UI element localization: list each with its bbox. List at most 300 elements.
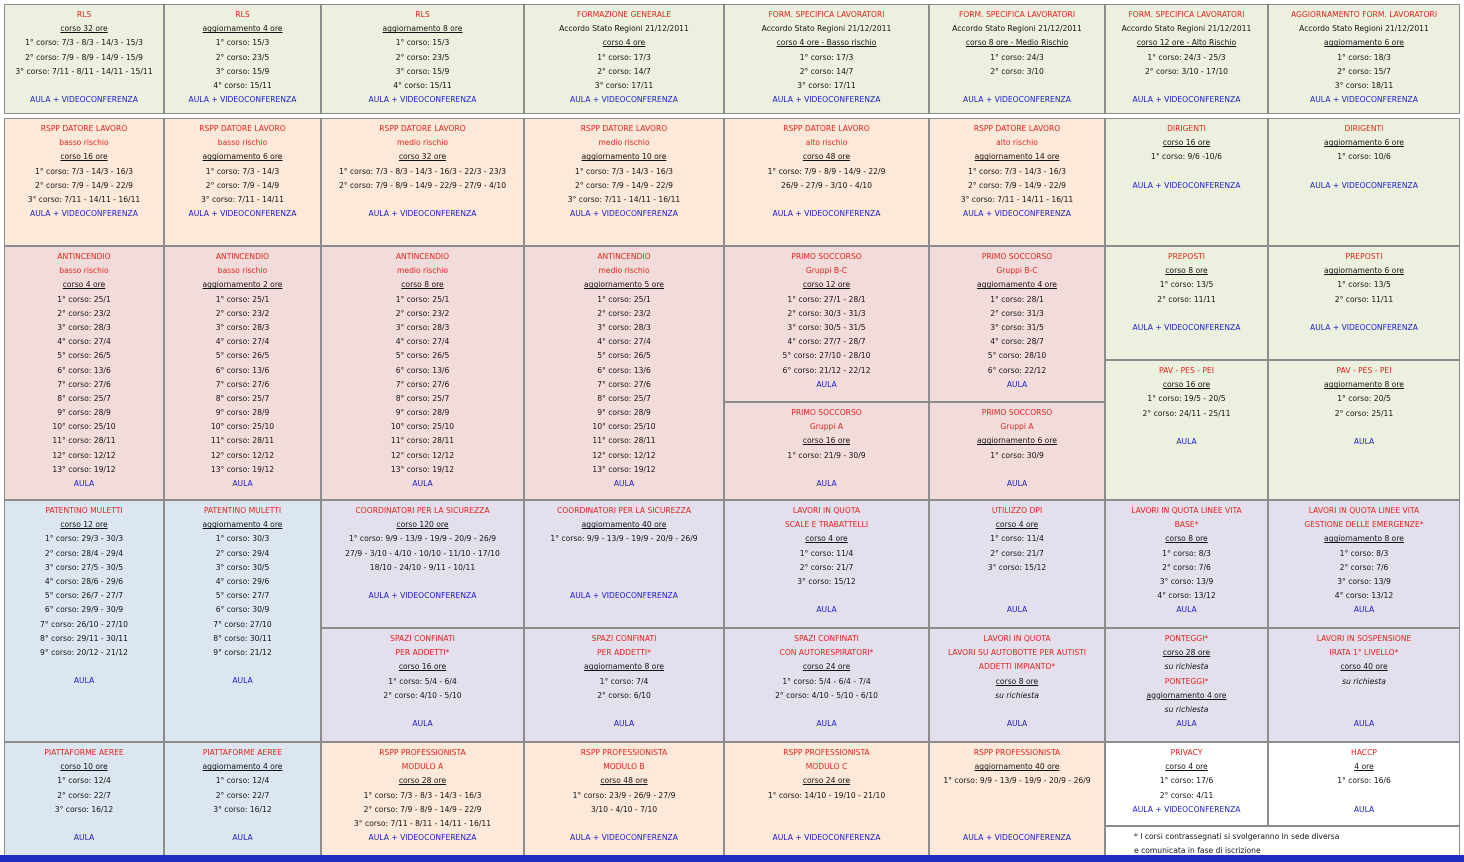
course-line: corso 8 ore bbox=[1165, 266, 1208, 276]
course-mode: AULA bbox=[73, 676, 95, 686]
course-mode: AULA + VIDEOCONFERENZA bbox=[1310, 95, 1418, 105]
course-line: 6° corso: 21/12 - 22/12 bbox=[782, 365, 871, 375]
course-line: 6° corso: 29/9 - 30/9 bbox=[44, 605, 124, 615]
course-line: 6° corso: 13/6 bbox=[215, 365, 270, 375]
course-title: PATENTINO MULETTI bbox=[45, 506, 123, 515]
course-mode: AULA + VIDEOCONFERENZA bbox=[570, 95, 678, 105]
course-title: medio rischio bbox=[397, 266, 448, 276]
course-cell-rspp-professionista-a bbox=[321, 742, 524, 856]
course-cell-lavori-quota-linee-vita-base bbox=[1105, 500, 1268, 628]
course-line: 8° corso: 30/11 bbox=[213, 633, 272, 643]
course-line: corso 4 ore bbox=[995, 520, 1039, 530]
course-line: 2° corso: 23/2 bbox=[215, 308, 270, 318]
course-title: FORM. SPECIFICA LAVORATORI bbox=[958, 10, 1076, 19]
course-line: 7° corso: 27/10 bbox=[213, 619, 272, 629]
course-line: 2° corso: 7/9 - 8/9 - 14/9 - 22/9 - 27/9 - 4/10 bbox=[338, 180, 507, 190]
course-line: 1° corso: 14/10 - 19/10 - 21/10 bbox=[767, 790, 886, 800]
course-line: 3° corso: 13/9 bbox=[1159, 576, 1214, 586]
course-cell-pav-pes-pei-aggiornamento bbox=[1268, 360, 1460, 500]
course-line: corso 12 ore - Alto Rischio bbox=[1136, 38, 1237, 48]
course-line: corso 48 ore bbox=[802, 152, 851, 162]
course-mode: AULA + VIDEOCONFERENZA bbox=[963, 209, 1071, 219]
course-title: PAV - PES - PEI bbox=[1336, 366, 1392, 375]
course-line: 4° corso: 15/11 bbox=[393, 80, 452, 90]
course-line: 1° corso: 7/3 - 14/3 - 16/3 bbox=[574, 166, 674, 176]
course-line: 1° corso: 12/4 bbox=[215, 776, 270, 786]
course-line: 2° corso: 14/7 bbox=[597, 66, 651, 76]
course-line: 3° corso: 16/12 bbox=[54, 804, 114, 814]
course-line: 1° corso: 17/3 bbox=[597, 52, 651, 62]
course-title: alto rischio bbox=[805, 138, 848, 148]
course-line: 3° corso: 28/3 bbox=[57, 322, 111, 332]
course-line: 1° corso: 24/3 bbox=[990, 52, 1044, 62]
course-cell-preposti-corso bbox=[1105, 246, 1268, 360]
course-line: aggiornamento 5 ore bbox=[584, 280, 664, 290]
course-title: PREPOSTI bbox=[1345, 252, 1383, 261]
course-line: 11° corso: 28/11 bbox=[52, 436, 116, 446]
course-cell-antincendio-medio-8 bbox=[321, 246, 524, 500]
course-mode: AULA + VIDEOCONFERENZA bbox=[368, 591, 477, 601]
course-line: 1° corso: 7/3 - 14/3 - 16/3 bbox=[967, 166, 1067, 176]
course-line: 9° corso: 28/9 bbox=[597, 408, 651, 418]
course-cell-rspp-datore-basso-agg6 bbox=[164, 118, 321, 246]
course-line: 3° corso: 13/9 bbox=[1337, 576, 1391, 586]
course-title: MODULO A bbox=[401, 762, 444, 772]
course-line: 2° corso: 11/11 bbox=[1157, 294, 1216, 304]
course-line: 9° corso: 28/9 bbox=[57, 408, 111, 418]
course-cell-piattaforme-aeree-10 bbox=[4, 742, 164, 856]
course-line: 1° corso: 28/1 bbox=[990, 294, 1044, 304]
course-cell-aggiornamento-form-lavoratori bbox=[1268, 4, 1460, 114]
course-line: 1° corso: 11/4 bbox=[990, 534, 1044, 544]
course-line: 6° corso: 13/6 bbox=[395, 365, 450, 375]
course-line: aggiornamento 6 ore bbox=[1324, 38, 1404, 48]
course-mode: AULA + VIDEOCONFERENZA bbox=[1132, 180, 1241, 190]
course-line: 1° corso: 5/4 - 6/4 bbox=[388, 676, 457, 686]
course-cell-coordinatori-sicurezza-120 bbox=[321, 500, 524, 628]
course-cell-lavori-sospensione bbox=[1268, 628, 1460, 742]
course-line: 6° corso: 30/9 bbox=[215, 605, 270, 615]
course-cell-spazi-confinati-autorespiratori bbox=[724, 628, 929, 742]
course-line: 26/9 - 27/9 - 3/10 - 4/10 bbox=[781, 180, 872, 190]
course-cell-primo-soccorso-a-agg6 bbox=[929, 402, 1105, 500]
course-line: Accordo Stato Regioni 21/12/2011 bbox=[1299, 24, 1429, 34]
course-line: 5° corso: 28/10 bbox=[987, 351, 1047, 361]
course-line: 13° corso: 19/12 bbox=[210, 464, 275, 474]
course-line: 8° corso: 29/11 - 30/11 bbox=[40, 633, 128, 643]
course-cell-rspp-datore-alto-48 bbox=[724, 118, 929, 246]
course-line: aggiornamento 2 ore bbox=[202, 280, 283, 290]
course-mode: AULA + VIDEOCONFERENZA bbox=[963, 833, 1071, 843]
course-line: 2° corso: 7/9 - 14/9 - 22/9 bbox=[34, 180, 134, 190]
course-mode: AULA bbox=[1006, 605, 1028, 615]
course-line: 9° corso: 28/9 bbox=[395, 408, 450, 418]
course-line: 8° corso: 25/7 bbox=[395, 393, 450, 403]
course-title: PER ADDETTI* bbox=[395, 648, 450, 658]
course-line: su richiesta bbox=[1164, 704, 1209, 714]
course-title: Gruppi A bbox=[1000, 422, 1034, 432]
course-mode: AULA bbox=[1176, 436, 1197, 446]
course-line: aggiornamento 4 ore bbox=[202, 24, 283, 34]
course-cell-rls-aggiornamento-8 bbox=[321, 4, 524, 114]
course-mode: AULA + VIDEOCONFERENZA bbox=[188, 95, 297, 105]
course-line: 2° corso: 29/4 bbox=[215, 548, 270, 558]
course-cell-primo-soccorso-bc-agg4 bbox=[929, 246, 1105, 402]
course-line: su richiesta bbox=[995, 690, 1039, 700]
course-line: corso 10 ore bbox=[60, 762, 108, 772]
course-line: corso 16 ore bbox=[1162, 380, 1211, 390]
course-line: 1° corso: 7/3 - 14/3 - 16/3 bbox=[34, 166, 134, 176]
course-title: PER ADDETTI* bbox=[597, 648, 651, 658]
course-line: 10° corso: 25/10 bbox=[592, 422, 656, 432]
course-line: 5° corso: 26/5 bbox=[57, 351, 111, 361]
course-cell-spazi-confinati-addetti-16 bbox=[321, 628, 524, 742]
course-cell-patentino-muletti-agg4 bbox=[164, 500, 321, 742]
course-title: AGGIORNAMENTO FORM. LAVORATORI bbox=[1290, 10, 1438, 19]
course-line: 4° corso: 27/4 bbox=[57, 337, 111, 347]
course-line: corso 12 ore bbox=[60, 520, 108, 530]
course-line: 1° corso: 16/6 bbox=[1337, 776, 1391, 786]
course-line: 3° corso: 7/11 - 14/11 - 16/11 bbox=[960, 194, 1074, 204]
course-line: 1° corso: 7/3 - 8/3 - 14/3 - 16/3 bbox=[363, 790, 482, 800]
course-line: aggiornamento 10 ore bbox=[581, 152, 667, 162]
course-line: 1° corso: 11/4 bbox=[799, 548, 854, 558]
course-line: 12° corso: 12/12 bbox=[390, 450, 455, 460]
course-line: 1° corso: 13/5 bbox=[1337, 280, 1391, 290]
course-title: COORDINATORI PER LA SICUREZZA bbox=[556, 506, 692, 515]
course-line: 1° corso: 21/9 - 30/9 bbox=[787, 450, 866, 460]
course-cell-rspp-datore-medio-agg10 bbox=[524, 118, 724, 246]
course-line: 1° corso: 24/3 - 25/3 bbox=[1147, 52, 1226, 62]
course-line: 2° corso: 14/7 bbox=[799, 66, 854, 76]
course-title: basso rischio bbox=[59, 266, 109, 276]
course-line: corso 4 ore bbox=[62, 280, 106, 290]
course-line: 3° corso: 15/12 bbox=[987, 562, 1047, 572]
course-title: BASE* bbox=[1174, 520, 1199, 530]
course-line: corso 12 ore bbox=[802, 280, 851, 290]
course-line: 4° corso: 29/6 bbox=[215, 576, 270, 586]
course-line: corso 120 ore bbox=[396, 520, 449, 530]
course-line: * I corsi contrassegnati si svolgeranno in sede diversa bbox=[1134, 832, 1340, 841]
course-mode: AULA + VIDEOCONFERENZA bbox=[1132, 322, 1241, 332]
course-line: corso 28 ore bbox=[1162, 648, 1211, 658]
course-line: 8° corso: 25/7 bbox=[597, 393, 651, 403]
course-line: 18/10 - 24/10 - 9/11 - 10/11 bbox=[369, 562, 476, 572]
course-line: 2° corso: 7/9 - 14/9 - 22/9 bbox=[574, 180, 674, 190]
course-line: 1° corso: 15/3 bbox=[215, 38, 270, 48]
course-title: RSPP DATORE LAVORO bbox=[783, 124, 870, 133]
course-title: PONTEGGI* bbox=[1164, 676, 1209, 686]
course-mode: AULA bbox=[1353, 436, 1375, 446]
course-line: corso 8 ore bbox=[995, 676, 1039, 686]
course-line: 1° corso: 29/3 - 30/3 bbox=[44, 534, 124, 544]
course-line: aggiornamento 6 ore bbox=[977, 436, 1057, 446]
course-line: 11° corso: 28/11 bbox=[592, 436, 656, 446]
course-title: RSPP PROFESSIONISTA bbox=[973, 748, 1061, 757]
course-line: 3° corso: 15/9 bbox=[395, 66, 450, 76]
course-line: 1° corso: 25/1 bbox=[395, 294, 450, 304]
course-line: 5° corso: 26/5 bbox=[395, 351, 450, 361]
course-mode: AULA bbox=[613, 719, 635, 729]
course-cell-formazione-generale bbox=[524, 4, 724, 114]
course-line: 3° corso: 28/3 bbox=[395, 322, 450, 332]
course-line: 13° corso: 19/12 bbox=[592, 464, 656, 474]
course-title: PRIMO SOCCORSO bbox=[981, 252, 1053, 261]
course-line: 5° corso: 26/5 bbox=[597, 351, 651, 361]
course-mode: AULA bbox=[1176, 719, 1197, 729]
course-mode: AULA bbox=[412, 719, 433, 729]
course-line: 3° corso: 27/5 - 30/5 bbox=[44, 562, 124, 572]
course-title: FORMAZIONE GENERALE bbox=[576, 10, 672, 19]
course-line: Accordo Stato Regioni 21/12/2011 bbox=[952, 24, 1082, 34]
course-title: LAVORI IN QUOTA bbox=[983, 634, 1051, 643]
course-cell-rspp-datore-alto-agg14 bbox=[929, 118, 1105, 246]
course-title: ANTINCENDIO bbox=[395, 252, 450, 261]
course-cell-piattaforme-aeree-agg4 bbox=[164, 742, 321, 856]
course-title: RSPP PROFESSIONISTA bbox=[580, 748, 668, 757]
course-line: 3° corso: 28/3 bbox=[597, 322, 651, 332]
course-line: aggiornamento 40 ore bbox=[974, 762, 1060, 772]
course-title: SPAZI CONFINATI bbox=[794, 634, 859, 643]
course-mode: AULA + VIDEOCONFERENZA bbox=[570, 591, 678, 601]
course-title: LAVORI IN SOSPENSIONE bbox=[1316, 634, 1412, 643]
course-title: PRIVACY bbox=[1170, 748, 1203, 757]
course-title: CON AUTORESPIRATORI* bbox=[779, 648, 874, 658]
course-title: IRATA 1° LIVELLO* bbox=[1329, 648, 1399, 658]
course-line: 2° corso: 23/2 bbox=[395, 308, 450, 318]
course-mode: AULA + VIDEOCONFERENZA bbox=[570, 833, 678, 843]
course-line: 4° corso: 28/7 bbox=[990, 337, 1044, 347]
course-line: 1° corso: 23/9 - 26/9 - 27/9 bbox=[572, 790, 676, 800]
course-line: 2° corso: 7/9 - 8/9 - 14/9 - 22/9 bbox=[363, 804, 482, 814]
course-line: 7° corso: 27/6 bbox=[395, 379, 450, 389]
course-title: LAVORI IN QUOTA LINEE VITA bbox=[1308, 506, 1420, 515]
course-line: 2° corso: 25/11 bbox=[1334, 408, 1394, 418]
course-line: aggiornamento 8 ore bbox=[584, 662, 664, 672]
course-mode: AULA bbox=[816, 478, 837, 488]
course-cell-antincendio-basso-agg2 bbox=[164, 246, 321, 500]
course-mode: AULA bbox=[73, 833, 95, 843]
course-title: Gruppi B-C bbox=[805, 266, 848, 276]
course-title: FORM. SPECIFICA LAVORATORI bbox=[768, 10, 885, 19]
course-cell-rspp-professionista-c bbox=[724, 742, 929, 856]
course-title: medio rischio bbox=[598, 138, 650, 148]
course-line: 2° corso: 11/11 bbox=[1334, 294, 1394, 304]
course-line: 11° corso: 28/11 bbox=[210, 436, 275, 446]
course-line: aggiornamento 6 ore bbox=[1324, 266, 1404, 276]
course-line: 3° corso: 28/3 bbox=[215, 322, 270, 332]
course-mode: AULA bbox=[1353, 605, 1375, 615]
course-line: 2° corso: 4/10 - 5/10 bbox=[383, 690, 462, 700]
course-line: su richiesta bbox=[1164, 662, 1209, 672]
course-line: 2° corso: 15/7 bbox=[1337, 66, 1391, 76]
course-line: su richiesta bbox=[1342, 676, 1386, 686]
course-line: e comunicata in fase di iscrizione bbox=[1134, 846, 1261, 856]
course-line: 2° corso: 23/5 bbox=[215, 52, 270, 62]
course-cell-primo-soccorso-bc-12 bbox=[724, 246, 929, 402]
course-line: 2° corso: 24/11 - 25/11 bbox=[1142, 408, 1231, 418]
course-mode: AULA bbox=[1006, 719, 1028, 729]
course-line: 3° corso: 15/9 bbox=[215, 66, 270, 76]
course-title: RSPP DATORE LAVORO bbox=[379, 124, 466, 133]
course-line: 1° corso: 30/9 bbox=[990, 450, 1044, 460]
course-title: MODULO B bbox=[603, 762, 645, 772]
course-line: 8° corso: 25/7 bbox=[57, 393, 111, 403]
course-line: 1° corso: 15/3 bbox=[395, 38, 450, 48]
course-line: 6° corso: 13/6 bbox=[57, 365, 111, 375]
course-line: 1° corso: 10/6 bbox=[1337, 152, 1391, 162]
course-cell-ponteggi bbox=[1105, 628, 1268, 742]
course-line: 1° corso: 8/3 bbox=[1162, 548, 1211, 558]
course-line: 2° corso: 7/9 - 14/9 - 22/9 bbox=[967, 180, 1067, 190]
course-line: 11° corso: 28/11 bbox=[390, 436, 455, 446]
course-line: 3° corso: 30/5 bbox=[215, 562, 270, 572]
course-title: FORM. SPECIFICA LAVORATORI bbox=[1128, 10, 1245, 19]
course-line: 1° corso: 25/1 bbox=[215, 294, 270, 304]
course-title: DIRIGENTI bbox=[1344, 124, 1384, 133]
course-line: 5° corso: 26/5 bbox=[215, 351, 270, 361]
course-line: 5° corso: 27/7 bbox=[215, 591, 270, 601]
course-mode: AULA + VIDEOCONFERENZA bbox=[570, 209, 678, 219]
course-line: 13° corso: 19/12 bbox=[52, 464, 116, 474]
course-mode: AULA bbox=[412, 479, 433, 488]
course-cell-rspp-datore-basso-16 bbox=[4, 118, 164, 246]
course-title: RSPP DATORE LAVORO bbox=[199, 124, 286, 133]
course-mode: AULA bbox=[816, 605, 837, 615]
course-title: PIATTAFORME AEREE bbox=[44, 748, 124, 757]
course-line: 3° corso: 16/12 bbox=[213, 804, 272, 814]
course-title: ANTINCENDIO bbox=[57, 252, 111, 261]
course-cell-coordinatori-sicurezza-agg40 bbox=[524, 500, 724, 628]
course-mode: AULA bbox=[232, 676, 253, 686]
course-line: 6° corso: 22/12 bbox=[987, 365, 1047, 375]
course-line: 3° corso: 7/11 - 14/11 bbox=[200, 194, 285, 204]
course-title: basso rischio bbox=[217, 266, 268, 276]
course-mode: AULA + VIDEOCONFERENZA bbox=[963, 95, 1071, 105]
course-title: RLS bbox=[235, 10, 250, 19]
course-line: 1° corso: 7/3 - 8/3 - 14/3 - 15/3 bbox=[25, 38, 143, 48]
course-line: 3/10 - 4/10 - 7/10 bbox=[590, 804, 658, 814]
course-mode: AULA + VIDEOCONFERENZA bbox=[1132, 95, 1241, 105]
course-mode: AULA bbox=[1006, 379, 1028, 389]
course-line: 4° corso: 27/7 - 28/7 bbox=[787, 337, 866, 347]
course-line: corso 4 ore bbox=[602, 38, 646, 48]
course-cell-patentino-muletti-12 bbox=[4, 500, 164, 742]
course-line: 2° corso: 23/2 bbox=[597, 308, 651, 318]
course-mode: AULA + VIDEOCONFERENZA bbox=[368, 833, 477, 843]
course-title: RLS bbox=[76, 10, 92, 19]
course-line: 12° corso: 12/12 bbox=[210, 450, 275, 460]
course-line: 3° corso: 31/5 bbox=[990, 322, 1044, 332]
course-line: corso 48 ore bbox=[600, 776, 648, 786]
course-title: ANTINCENDIO bbox=[597, 252, 651, 261]
course-mode: AULA bbox=[1353, 804, 1375, 814]
course-cell-rspp-datore-medio-32 bbox=[321, 118, 524, 246]
course-line: corso 16 ore bbox=[802, 436, 851, 446]
course-line: 1° corso: 30/3 bbox=[215, 534, 270, 544]
course-title: PRIMO SOCCORSO bbox=[981, 408, 1053, 417]
course-title: UTILIZZO DPI bbox=[991, 506, 1043, 515]
course-line: 1° corso: 25/1 bbox=[57, 294, 111, 304]
course-line: 2° corso: 30/3 - 31/3 bbox=[787, 308, 866, 318]
bottom-blue-bar bbox=[0, 855, 1464, 862]
course-title: ADDETTI IMPIANTO* bbox=[978, 662, 1056, 672]
course-line: corso 8 ore - Medio Rischio bbox=[965, 38, 1069, 48]
course-line: 7° corso: 27/6 bbox=[215, 379, 270, 389]
course-line: 3° corso: 15/12 bbox=[797, 576, 856, 586]
course-line: aggiornamento 8 ore bbox=[382, 24, 463, 34]
course-mode: AULA + VIDEOCONFERENZA bbox=[1310, 180, 1418, 190]
course-mode: AULA bbox=[1353, 719, 1375, 729]
course-line: 2° corso: 31/3 bbox=[990, 308, 1044, 318]
course-line: 1° corso: 20/5 bbox=[1337, 394, 1391, 404]
course-line: 4° corso: 27/4 bbox=[395, 337, 450, 347]
course-title: Gruppi A bbox=[809, 422, 844, 432]
course-line: corso 40 ore bbox=[1340, 662, 1388, 672]
course-cell-pav-pes-pei-corso bbox=[1105, 360, 1268, 500]
course-cell-footnote bbox=[1105, 826, 1460, 856]
course-title: PIATTAFORME AEREE bbox=[202, 748, 283, 757]
course-mode: AULA + VIDEOCONFERENZA bbox=[1132, 804, 1241, 814]
course-line: 9° corso: 21/12 bbox=[213, 647, 272, 657]
course-title: DIRIGENTI bbox=[1167, 124, 1206, 133]
course-line: 1° corso: 12/4 bbox=[57, 776, 111, 786]
course-line: 2° corso: 21/7 bbox=[799, 562, 854, 572]
course-line: 2° corso: 3/10 - 17/10 bbox=[1144, 66, 1229, 76]
course-line: 4° corso: 13/12 bbox=[1157, 591, 1216, 601]
course-cell-lavori-quota-scale bbox=[724, 500, 929, 628]
course-cell-form-specifica-alto bbox=[1105, 4, 1268, 114]
course-line: 10° corso: 25/10 bbox=[390, 422, 455, 432]
course-line: 5° corso: 27/10 - 28/10 bbox=[782, 351, 871, 361]
course-title: medio rischio bbox=[598, 266, 650, 276]
course-mode: AULA + VIDEOCONFERENZA bbox=[188, 209, 297, 219]
course-line: 7° corso: 27/6 bbox=[597, 379, 651, 389]
course-title: MODULO C bbox=[805, 762, 848, 772]
course-line: 1° corso: 13/5 bbox=[1159, 280, 1214, 290]
course-mode: AULA + VIDEOCONFERENZA bbox=[30, 95, 138, 105]
course-line: aggiornamento 4 ore bbox=[1146, 690, 1227, 700]
course-line: 2° corso: 6/10 bbox=[597, 690, 651, 700]
course-line: 3° corso: 7/11 - 8/11 - 14/11 - 16/11 bbox=[353, 818, 492, 828]
course-line: Accordo Stato Regioni 21/12/2011 bbox=[559, 24, 689, 34]
course-line: 2° corso: 4/11 bbox=[1159, 790, 1214, 800]
course-cell-rspp-professionista-b bbox=[524, 742, 724, 856]
course-line: 9° corso: 28/9 bbox=[215, 408, 270, 418]
course-mode: AULA + VIDEOCONFERENZA bbox=[368, 209, 477, 219]
course-title: LAVORI IN QUOTA bbox=[792, 506, 861, 515]
course-line: 12° corso: 12/12 bbox=[52, 450, 116, 460]
course-line: 4° corso: 13/12 bbox=[1334, 591, 1394, 601]
course-mode: AULA + VIDEOCONFERENZA bbox=[772, 95, 881, 105]
course-line: 2° corso: 3/10 bbox=[990, 66, 1044, 76]
course-title: PRIMO SOCCORSO bbox=[791, 408, 862, 417]
course-line: corso 32 ore bbox=[398, 152, 447, 162]
course-title: RSPP PROFESSIONISTA bbox=[379, 748, 466, 757]
course-line: 7° corso: 27/6 bbox=[57, 379, 111, 389]
course-title: basso rischio bbox=[59, 138, 109, 148]
course-cell-preposti-aggiornamento bbox=[1268, 246, 1460, 360]
course-cell-rls-corso-32 bbox=[4, 4, 164, 114]
course-line: 5° corso: 26/7 - 27/7 bbox=[44, 591, 124, 601]
course-line: 1° corso: 19/5 - 20/5 bbox=[1147, 394, 1226, 404]
course-line: 2° corso: 28/4 - 29/4 bbox=[44, 548, 124, 558]
course-title: COORDINATORI PER LA SICUREZZA bbox=[355, 506, 490, 515]
course-line: Accordo Stato Regioni 21/12/2011 bbox=[1121, 24, 1252, 34]
course-mode: AULA bbox=[1006, 478, 1028, 488]
course-title: RSPP DATORE LAVORO bbox=[973, 124, 1061, 133]
course-line: corso 4 ore bbox=[805, 534, 848, 544]
